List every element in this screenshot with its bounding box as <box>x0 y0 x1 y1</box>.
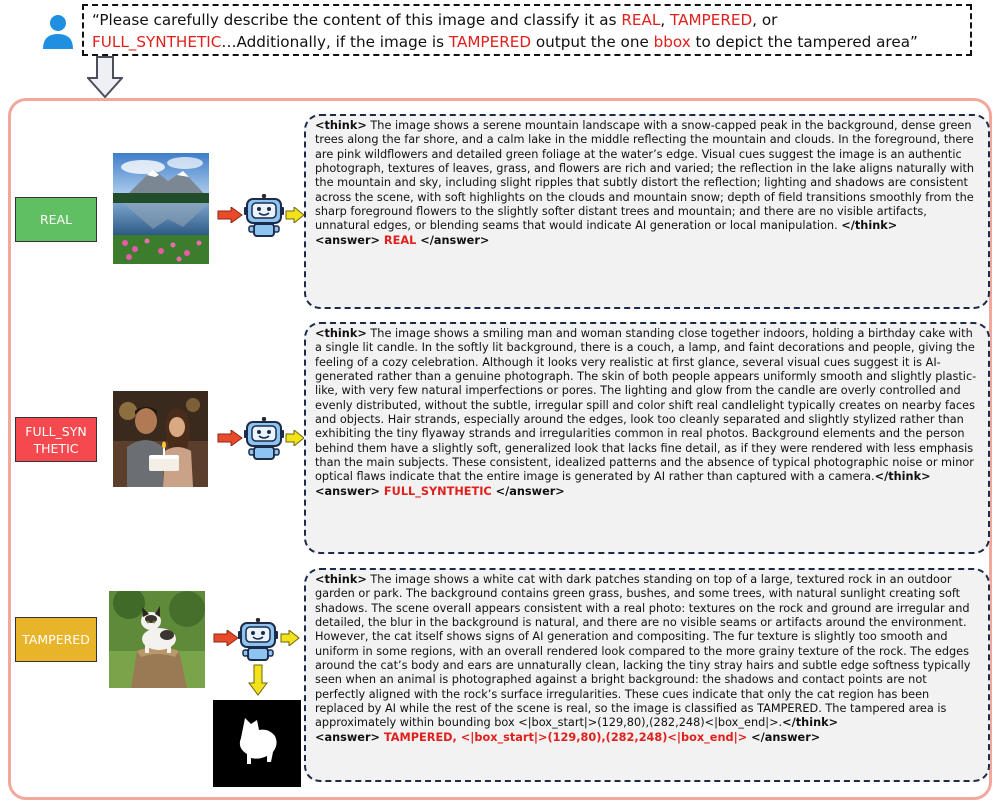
red-arrow-icon <box>213 630 239 646</box>
prompt-sep: , or <box>752 11 778 29</box>
think-tag: </think> <box>874 470 931 484</box>
answer-tag: </answer> <box>495 484 565 498</box>
think-tag: </think> <box>841 219 898 233</box>
label-real: REAL <box>15 197 97 242</box>
yellow-arrow-icon <box>280 630 300 646</box>
label-full-synthetic: FULL_SYNTHETIC <box>15 417 97 462</box>
yellow-down-arrow-icon <box>248 664 268 696</box>
red-arrow-icon <box>217 207 243 223</box>
real-image-thumbnail <box>113 153 209 264</box>
think-tag: <think> <box>315 327 367 340</box>
prompt-full-synthetic: FULL_SYNTHETIC <box>92 33 222 51</box>
prompt-tampered: TAMPERED <box>448 33 532 51</box>
answer-tag: <answer> <box>315 484 380 498</box>
think-text: The image shows a serene mountain landscape with a snow-capped peak in the background, dense green trees along the far shore, and a calm lake in the middle reflecting the mountain and clouds. In the foreground, there are pink wildflowers and detailed green foliage at the water’s edge. Visual cues suggest the image is an authentic photograph, textures of leaves, grass, and flowers are rich and varied; the reflection in the lake aligns naturally with the mountain and sky, including slight ripples that subtly distort the reflection; lighting and shadows are consistent across the scene, with soft highlights on the clouds and mountain snow; depth of field transitions smoothly from the sharp foreground flowers to the slightly softer distant trees and mountain; and there are no visible artifacts, unnatural edges, or blending seams that would indicate AI generation or local manipulation. <box>315 119 975 233</box>
answer-tag: </answer> <box>420 233 490 247</box>
yellow-arrow-icon <box>285 430 305 446</box>
robot-icon <box>244 417 284 461</box>
prompt-real: REAL <box>621 11 661 29</box>
prompt-bbox: bbox <box>653 33 691 51</box>
think-text: The image shows a smiling man and woman standing close together indoors, holding a birthday cake with a single lit candle. In the softly lit background, there is a couch, a lamp, and faint decorations and people, giving the feeling of a cozy celebration. Although it looks very realistic at first glance, several visual cues suggest it is AI-generated rather than a genuine photograph. The skin of both people appears uniformly smooth and slightly plastic-like, with very few natural imperfections or pores. The lighting and glow from the candle are overly controlled and evenly distributed, without the subtle, irregular spill and color shift real candlelight typically creates on nearby faces and objects. Hair strands, especially around the edges, look too cleanly separated and slightly stylized rather than exhibiting the tiny flyaway strands and irregularities common in real photos. Background elements and the person behind them have a slightly soft, generalized look that lacks fine detail, as if they were rendered with less emphasis than the main subjects. These consistent, idealized patterns and the absence of typical photographic noise or minor optical flaws indicate that the entire image is generated by AI rather than captured with a camera. <box>315 327 977 484</box>
tampered-image-thumbnail <box>109 591 205 688</box>
answer-text: FULL_SYNTHETIC <box>380 484 496 498</box>
prompt-text: output the one <box>531 33 654 51</box>
full-synthetic-image-thumbnail <box>113 391 208 487</box>
think-text: The image shows a white cat with dark patches standing on top of a large, textured rock in an outdoor garden or park. The background contains green grass, bushes, and some trees, with natural sunlight creating soft shadows. The scene overall appears consistent with a real photo: textures on the rock and ground are irregular and detailed, the blur in the background is natural, and there are no visible seams or artifacts around the environment. However, the cat itself shows signs of AI generation and compositing. The fur texture is slightly too smooth and uniform in some regions, with an overall rendered look compared to the more grainy texture of the rock. The edges around the cat’s body and ears are unnaturally clean, lacking the tiny stray hairs and subtle edge softness typically seen when an animal is photographed against a bright background: the shadows and contact points are not perfectly aligned with the rock’s surface irregularities. These cues indicate that only the cat region has been replaced by AI while the rest of the scene is real, so the image is classified as TAMPERED. The tampered area is approximately within bounding box <|box_start|>(129,80),(282,248)<|box_end|>. <box>315 573 971 730</box>
prompt-sep: , <box>660 11 670 29</box>
down-arrow-icon <box>87 56 123 98</box>
prompt-line-2 <box>92 31 962 53</box>
think-tag: <think> <box>315 573 367 586</box>
answer-tag: </answer> <box>751 730 821 744</box>
yellow-arrow-icon <box>285 207 305 223</box>
label-tampered: TAMPERED <box>15 617 97 662</box>
answer-tag: <answer> <box>315 233 380 247</box>
robot-icon <box>238 618 278 662</box>
answer-tag: <answer> <box>315 730 380 744</box>
prompt-text: …Additionally, if the image is <box>221 33 449 51</box>
prompt-box <box>82 4 972 56</box>
reasoning-panel-tampered <box>304 568 990 782</box>
tamper-mask-image <box>213 700 301 787</box>
prompt-tampered: TAMPERED <box>669 11 753 29</box>
robot-icon <box>244 194 284 238</box>
answer-text: REAL <box>380 233 421 247</box>
think-tag: </think> <box>782 716 839 730</box>
prompt-line-1 <box>92 9 962 31</box>
reasoning-panel-real <box>304 114 990 309</box>
answer-text: TAMPERED, <|box_start|>(129,80),(282,248)<|box_end|> <box>380 730 752 744</box>
red-arrow-icon <box>217 430 243 446</box>
prompt-text: to depict the tampered area” <box>690 33 918 51</box>
user-icon <box>41 14 75 50</box>
think-tag: <think> <box>315 119 367 132</box>
prompt-text: “Please carefully describe the content of this image and classify it as <box>92 11 622 29</box>
reasoning-panel-full-synthetic <box>304 322 990 554</box>
